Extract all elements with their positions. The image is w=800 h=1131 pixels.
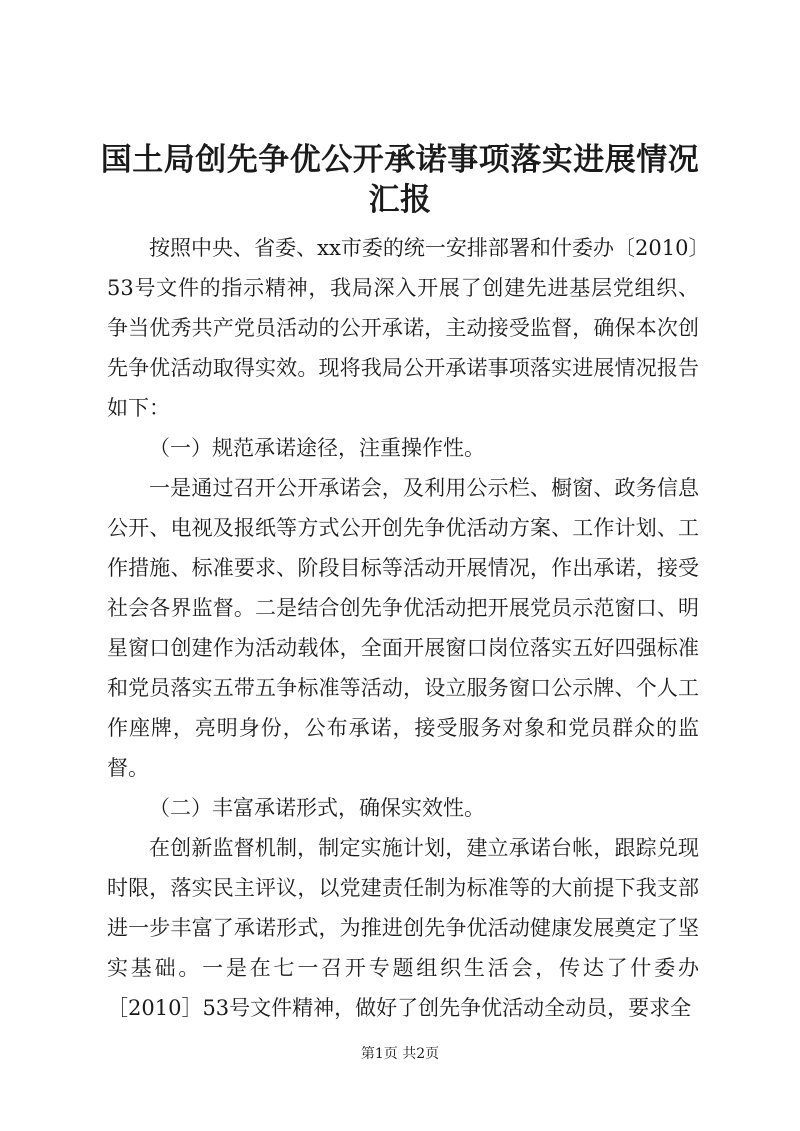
paragraph-intro: 按照中央、省委、xx市委的统一安排部署和什委办〔2010〕53号文件的指示精神，我局深入开展了创建先进基层党组织、争当优秀共产党员活动的公开承诺，主动接受监督，确保本次创先争优活动取得实效。现将我局公开承诺事项落实进展情况报告如下： xyxy=(107,236,699,420)
section-heading-1: （一）规范承诺途径，注重操作性。 xyxy=(149,436,485,460)
page-footer: 第1页 共2页 xyxy=(360,1046,440,1062)
section-heading-2: （二）丰富承诺形式，确保实效性。 xyxy=(149,796,485,820)
paragraph-section-1: 一是通过召开公开承诺会，及利用公示栏、橱窗、政务信息公开、电视及报纸等方式公开创先争优活动方案、工作计划、工作措施、标准要求、阶段目标等活动开展情况，作出承诺，接受社会各界监督。二是结合创先争优活动把开展党员示范窗口、明星窗口创建作为活动载体，全面开展窗口岗位落实五好四强标准和党员落实五带五争标准等活动，设立服务窗口公示牌、个人工作座牌，亮明身份，公布承诺，接受服务对象和党员群众的监督。 xyxy=(107,476,699,780)
paragraph-section-2: 在创新监督机制，制定实施计划，建立承诺台帐，跟踪兑现时限，落实民主评议，以党建责任制为标准等的大前提下我支部进一步丰富了承诺形式，为推进创先争优活动健康发展奠定了坚实基础。一是在七一召开专题组织生活会，传达了什委办［2010］53号文件精神，做好了创先争优活动全动员，要求全 xyxy=(107,836,699,1020)
document-body xyxy=(107,228,699,1028)
document-title: 国土局创先争优公开承诺事项落实进展情况汇报 xyxy=(100,142,700,218)
